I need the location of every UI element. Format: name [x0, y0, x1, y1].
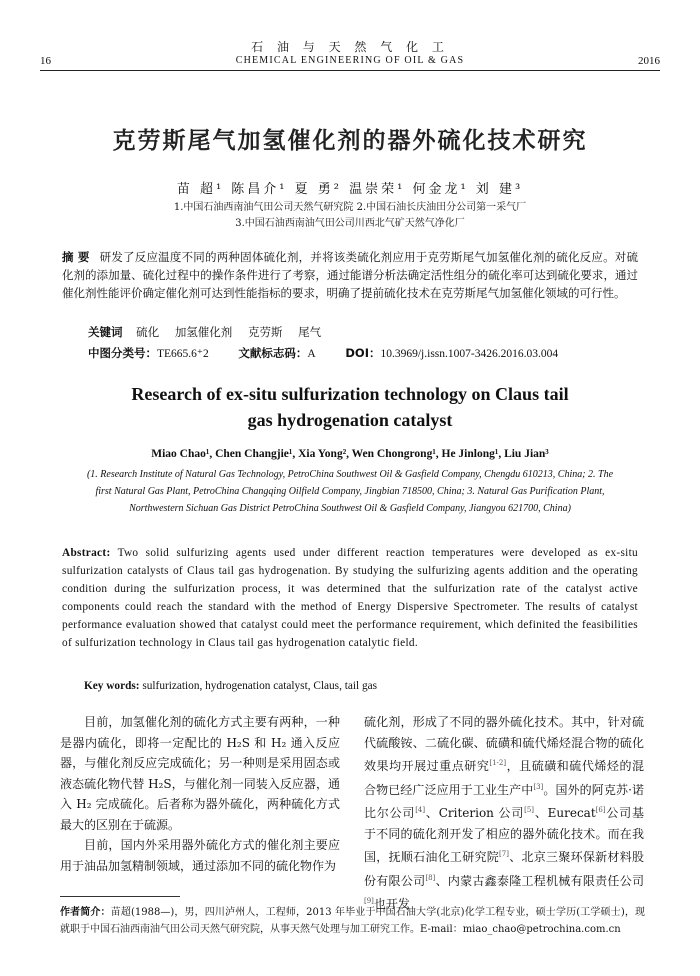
- citation[interactable]: [3]: [533, 782, 544, 791]
- footnote-rule: [60, 896, 180, 897]
- keywords-cn: [88, 324, 333, 340]
- authors-cn: 苗 超¹ 陈昌介¹ 夏 勇² 温崇荣¹ 何金龙¹ 刘 建³: [176, 182, 524, 197]
- citation[interactable]: [1-2]: [489, 759, 507, 767]
- abstract-en-label: Abstract: [62, 547, 107, 559]
- body-paragraph: 硫化剂，形成了不同的器外硫化技术。其中，针对硫代硫酸铵、二硫化碳、硫磺和硫代烯烃混合物的硫化效果均开展过重点研究[1-2]，且硫磺和硫代烯烃的混合物已经广泛应用于工业生产中[3]。国外的阿克苏·诺比尔公司[4]、Criterion 公司[5]、Eurecat[6]公司基于不同的硫化剂开发了相应的器外硫化技术。而在我国，抚顺石油化工研究院[7]、北京三聚环保新材料股份有限公司[8]、内蒙古鑫泰隆工程机械有限责任公司[9]也开发: [364, 715, 644, 911]
- citation[interactable]: [9]: [364, 897, 374, 905]
- body-column-left: [60, 712, 340, 876]
- footnote-label: 作者简介：: [60, 907, 111, 918]
- body-paragraph: 目前，加氢催化剂的硫化方式主要有两种，一种是器内硫化，即将一定配比的 H₂S 和 H₂ 通入反应器，与催化剂反应完成硫化；另一种则是采用固态或液态硫化物代替 H₂S，与催化剂一同装入反应器，通入 H₂ 完成硫化。后者称为器外硫化，两种硫化方式最大的区别在于硫源。: [60, 715, 340, 832]
- doi-value[interactable]: 10.3969/j.issn.1007-3426.2016.03.004: [380, 348, 559, 360]
- affiliation-cn-1: 1.中国石油西南油气田公司天然气研究院 2.中国石油长庆油田分公司第一采气厂: [173, 202, 527, 213]
- clc-value: TE665.6⁺2: [157, 348, 209, 360]
- abstract-cn: [62, 248, 638, 302]
- citation[interactable]: [7]: [499, 850, 509, 858]
- keywords-cn-label: 关键词: [88, 325, 123, 339]
- keyword-cn: 尾气: [298, 325, 322, 339]
- authors-en: Miao Chao¹, Chen Changjie¹, Xia Yong², Wen Chongrong¹, He Jinlong¹, Liu Jian³: [151, 448, 549, 460]
- journal-title-en: CHEMICAL ENGINEERING OF OIL & GAS: [235, 55, 465, 66]
- keyword-cn: 硫化: [136, 325, 160, 339]
- abstract-cn-text: 研发了反应温度不同的两种固体硫化剂，并将该类硫化剂应用于克劳斯尾气加氢催化剂的硫化反应。对硫化剂的添加量、硫化过程中的操作条件进行了考察，通过能谱分析法确定活性组分的硫化率可达到硫化要求，通过催化剂性能评价确定催化剂可达到性能指标的要求，明确了提前硫化技术在克劳斯尾气加氢催化领域的可行性。: [62, 250, 638, 300]
- body-column-right: [364, 712, 644, 915]
- article-title-en: [0, 381, 700, 433]
- classification-line: [88, 345, 648, 361]
- affiliations-en: (1. Research Institute of Natural Gas Technology, PetroChina Southwest Oil & Gasfield Company, Chengdu 610213, China; 2. The first Natural Gas Plant, PetroChina Changqing Oilfield Company, Jingbian 718500, China; 3. Natural Gas Purification Plant, Northwestern Sichuan Gas District PetroChina Southwest Oil & Gasfield Company, Jiangyou 621700, China): [86, 469, 614, 514]
- keywords-en-label: Key words: [84, 680, 136, 692]
- clc-label: 中图分类号：: [88, 346, 157, 360]
- footnote-text: 苗超(1988—)，男，四川泸州人，工程师，2013 年毕业于中国石油大学(北京)化学工程专业，硕士学历(工学硕士)，现就职于中国石油西南油气田公司天然气研究院，从事天然气处理与加工研究工作。E-mail：miao_chao@petrochina.com.cn: [60, 907, 645, 935]
- keywords-en-text: sulfurization, hydrogenation catalyst, Claus, tail gas: [142, 680, 378, 692]
- abstract-en-text: Two solid sulfurizing agents used under different reaction temperatures were developed as ex-situ sulfurization catalysts of Claus tail gas hydrogenation. By studying the sulfurizing agents addition and the operating condition during the sulfurization process, it was determined that the sulfurization rate of the catalyst active components could reach the standard with the method of Energy Dispersive Spectrometer. The results of catalyst performance evaluation showed that catalyst could meet the performance requirement, which definited the feasibilities of sulfurization technology in Claus tail gas hydrogenation catalytic field.: [62, 547, 639, 649]
- abstract-en: Abstract: Two solid sulfurizing agents used under different reaction temperatures were developed as ex-situ sulfurization catalysts of Claus tail gas hydrogenation. By studying the sulfurizing agents addition and the operating condition during the sulfurization process, it was determined that the sulfurization rate of the catalyst active components could reach the standard with the method of Energy Dispersive Spectrometer. The results of catalyst performance evaluation showed that catalyst could meet the performance requirement, which definited the feasibilities of sulfurization technology in Claus tail gas hydrogenation catalytic field.: [62, 547, 639, 649]
- journal-title-cn: 石 油 与 天 然 气 化 工: [251, 40, 449, 54]
- header-rule: [40, 70, 660, 71]
- journal-year: 2016: [638, 55, 660, 67]
- author-footnote: [60, 904, 645, 938]
- page-number: 16: [40, 55, 51, 67]
- article-title-en-line1: Research of ex-situ sulfurization technology on Claus tail: [131, 384, 569, 404]
- keyword-cn: 克劳斯: [247, 325, 283, 339]
- citation[interactable]: [6]: [595, 806, 606, 814]
- article-title-en-line2: gas hydrogenation catalyst: [247, 410, 453, 430]
- affiliation-cn-2: 3.中国石油西南油气田公司川西北气矿天然气净化厂: [235, 218, 465, 229]
- citation[interactable]: [8]: [425, 873, 436, 882]
- doi-label: DOI：: [345, 346, 381, 360]
- citation[interactable]: [5]: [524, 806, 535, 814]
- doc-code-label: 文献标志码：: [238, 346, 308, 360]
- keyword-cn: 加氢催化剂: [174, 325, 233, 339]
- abstract-cn-label: 摘 要: [62, 250, 90, 264]
- citation[interactable]: [4]: [415, 806, 426, 814]
- keywords-en: Key words: sulfurization, hydrogenation catalyst, Claus, tail gas: [84, 680, 378, 692]
- article-title-cn: 克劳斯尾气加氢催化剂的器外硫化技术研究: [112, 127, 588, 154]
- doc-code-value: A: [307, 348, 316, 360]
- body-paragraph: 目前，国内外采用器外硫化方式的催化剂主要应用于油品加氢精制领域，通过添加不同的硫化物作为: [60, 838, 340, 873]
